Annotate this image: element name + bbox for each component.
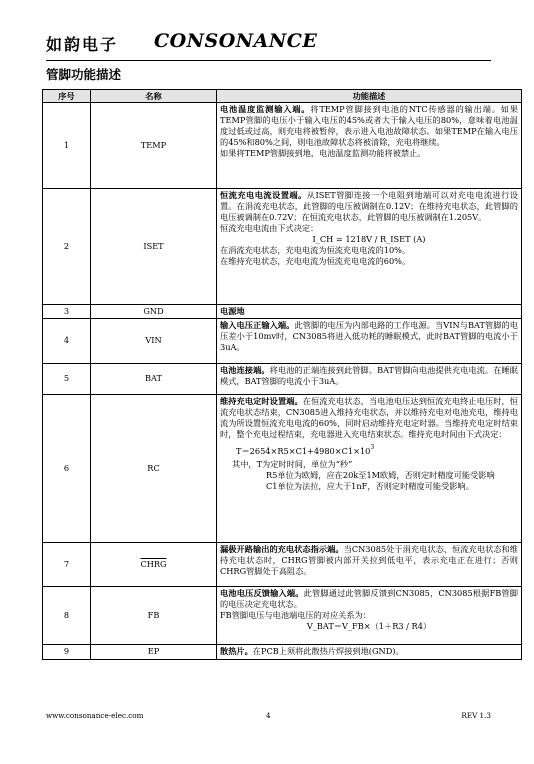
pin-description [217,318,522,363]
pin-description [217,394,522,542]
pin-desc-title: 漏极开路输出的充电状态指示端。 [220,543,344,554]
company-name-en: CONSONANCE [154,30,318,52]
pin-name: CHRG [91,542,217,586]
pin-desc-text: 在维持充电状态，充电电流为恒流充电电流的60%。 [220,255,411,266]
table-row [43,363,522,394]
column-header-num: 序号 [43,90,91,103]
pin-name: TEMP [91,103,217,189]
pin-desc-text: 恒流充电电流由下式决定： [220,222,319,233]
pin-desc-title: 电源地 [220,306,245,316]
pin-desc-note: 其中，T为定时时间，单位为“秒” [232,458,353,469]
company-name-cn: 如韵电子 [46,35,119,54]
table-row [43,318,522,363]
iset-formula: I_CH = 1218V / R_ISET (A) [312,233,426,244]
pin-desc-text: 当CN3085处于涓充电状态、恒流充电状态和维持充电状态时，CHRG管脚被内部开关拉到低电平，表示充电正在进行；否则CHRG管脚处于高阻态。 [220,543,518,576]
table-row [43,644,522,659]
pin-desc-title: 电池温度监测输入端。 [220,104,311,114]
rc-formula [220,444,518,457]
pin-desc-note: R5单位为欧姆，应在20k至1M欧姆，否则定时精度可能受影响 [266,469,495,480]
pin-desc-text: 此管脚通过此管脚反馈到CN3085，CN3085根据FB管脚的电压决定充电状态。 [220,587,518,609]
footer-website: www.consonance-elec.com [46,711,144,720]
pin-number: 5 [43,363,91,394]
pin-desc-title: 散热片。 [220,645,253,656]
pin-desc-text: 在涓流充电状态，充电电流为恒流充电电流的10%。 [220,244,411,255]
pin-name: GND [91,305,217,319]
pin-desc-title: 电池连接端。 [220,364,270,375]
pin-desc-text: 在PCB上须将此散热片焊接到地(GND)。 [252,645,404,656]
table-row [43,103,522,189]
pin-desc-text: 从ISET管脚连接一个电阻到地端可以对充电电流进行设置。在涓流充电状态，此管脚的电压被调制在0.12V；在维持充电状态，此管脚的电压被调制在0.72V；在恒流充电状态，此管脚的电压被调制在1.205V。 [220,190,518,222]
page-header [46,30,491,60]
pin-desc-title: 电池电压反馈输入端。 [220,587,304,598]
pin-number: 7 [43,542,91,586]
table-header-row [43,90,522,103]
pin-desc-text: 将电池的正端连接到此管脚。BAT管脚向电池提供充电电流。在睡眠模式，BAT管脚的电流小于3uA。 [220,364,518,386]
rc-formula-body: T＝2654×R5×C1+4980×C1×10 [236,445,371,456]
fb-formula: V_BAT＝V_FB×（1＋R3 / R4） [306,620,432,631]
pin-desc-text: 此管脚的电压为内部电路的工作电源。当VIN与BAT管脚的电压差小于10mv时，CN3085将进入低功耗的睡眠模式，此时BAT管脚的电流小于3uA。 [220,319,518,352]
pin-desc-title: 恒流充电电流设置端。 [220,190,307,200]
pin-number: 6 [43,394,91,542]
table-row [43,189,522,305]
pin-number: 2 [43,189,91,305]
pin-desc-text: 如果将TEMP管脚接到地，电池温度监测功能将被禁止。 [220,147,426,158]
pin-name: ISET [91,189,217,305]
pin-desc-text: 在恒流充电状态，当电池电压达到恒流充电终止电压时，恒流充电状态结束，CN3085进入维持充电状态，并以维持充电对电池充电，维持电流为所设置恒流充电电流的60%，同时启动维持充电定时器。当维持充电定时结束时，整个充电过程结束，充电器进入充电结束状态。维持充电时间由下式决定： [220,395,518,439]
footer-revision: REV 1.3 [461,711,491,720]
pin-desc-title: 输入电压正输入端。 [220,319,295,330]
pin-desc-title: 维持充电定时设置端。 [220,395,303,406]
pin-description [217,305,522,319]
pin-number: 1 [43,103,91,189]
pin-name: VIN [91,318,217,363]
table-row [43,586,522,644]
pin-number: 8 [43,586,91,644]
footer-page-number: 4 [266,711,271,720]
table-row [43,394,522,542]
header-divider [46,60,491,61]
section-title: 管脚功能描述 [46,67,122,82]
pin-name: FB [91,586,217,644]
pin-description [217,103,522,189]
pin-number: 9 [43,644,91,659]
pin-number: 4 [43,318,91,363]
table-row [43,305,522,319]
pin-name: BAT [91,363,217,394]
column-header-desc: 功能描述 [217,90,522,103]
pin-function-table [42,89,522,660]
table-row [43,542,522,586]
pin-description [217,644,522,659]
pin-number: 3 [43,305,91,319]
pin-desc-note: C1单位为法拉，应大于1nF，否则定时精度可能受影响。 [266,480,474,491]
pin-description [217,363,522,394]
pin-desc-text: FB管脚电压与电池端电压的对应关系为： [220,609,371,620]
column-header-name: 名称 [91,90,217,103]
pin-name: RC [91,394,217,542]
pin-description [217,586,522,644]
pin-desc-text: 将TEMP管脚接到电池的NTC传感器的输出端。如果TEMP管脚的电压小于输入电压的45%或者大于输入电压的80%，意味着电池温度过低或过高，则充电将被暂停，表示进入电池故障状态。如果TEMP在输入电压的45%和80%之间，则电池故障状态将被清除，充电将继续。 [220,104,518,147]
pin-description [217,542,522,586]
rc-formula-exponent: 3 [370,443,375,451]
pin-description [217,189,522,305]
pin-name: EP [91,644,217,659]
